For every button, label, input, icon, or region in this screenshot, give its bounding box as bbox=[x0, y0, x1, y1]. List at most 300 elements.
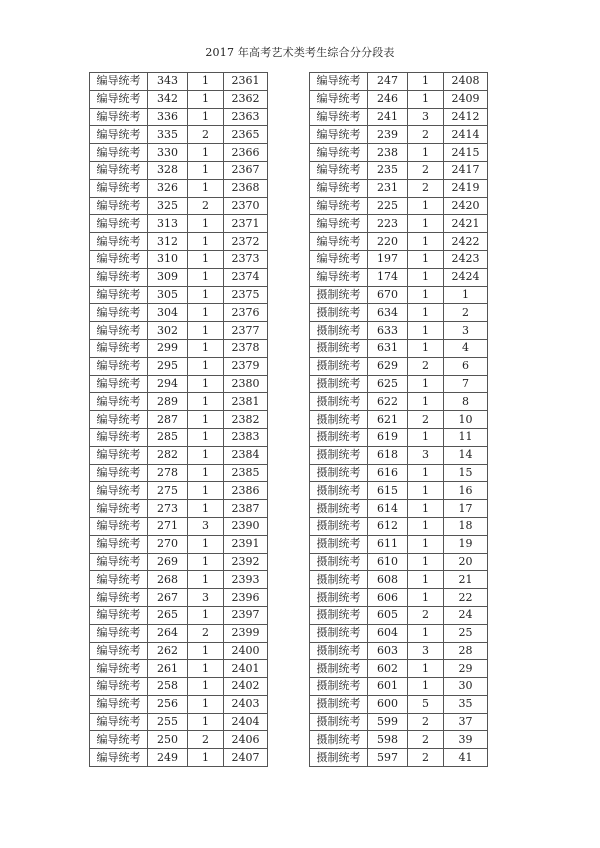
score-cell: 598 bbox=[368, 731, 408, 749]
category-cell: 摄制统考 bbox=[310, 606, 368, 624]
category-cell: 编导统考 bbox=[90, 108, 148, 126]
score-cell: 269 bbox=[148, 553, 188, 571]
count-cell: 3 bbox=[408, 642, 444, 660]
count-cell: 1 bbox=[188, 144, 224, 162]
category-cell: 编导统考 bbox=[90, 482, 148, 500]
category-cell: 编导统考 bbox=[310, 197, 368, 215]
count-cell: 1 bbox=[188, 375, 224, 393]
cumulative-cell: 41 bbox=[444, 749, 488, 767]
cumulative-cell: 2396 bbox=[224, 589, 268, 607]
count-cell: 1 bbox=[408, 517, 444, 535]
cumulative-cell: 2400 bbox=[224, 642, 268, 660]
score-cell: 302 bbox=[148, 322, 188, 340]
score-cell: 599 bbox=[368, 713, 408, 731]
score-cell: 325 bbox=[148, 197, 188, 215]
cumulative-cell: 18 bbox=[444, 517, 488, 535]
table-row bbox=[310, 90, 488, 108]
count-cell: 1 bbox=[408, 339, 444, 357]
category-cell: 摄制统考 bbox=[310, 642, 368, 660]
category-cell: 摄制统考 bbox=[310, 517, 368, 535]
score-cell: 326 bbox=[148, 179, 188, 197]
count-cell: 1 bbox=[408, 215, 444, 233]
table-row bbox=[310, 446, 488, 464]
cumulative-cell: 2406 bbox=[224, 731, 268, 749]
table-row bbox=[90, 215, 268, 233]
cumulative-cell: 2361 bbox=[224, 73, 268, 91]
category-cell: 摄制统考 bbox=[310, 357, 368, 375]
category-cell: 编导统考 bbox=[90, 90, 148, 108]
count-cell: 2 bbox=[188, 624, 224, 642]
cumulative-cell: 2382 bbox=[224, 411, 268, 429]
table-row bbox=[310, 624, 488, 642]
category-cell: 编导统考 bbox=[310, 161, 368, 179]
category-cell: 摄制统考 bbox=[310, 375, 368, 393]
score-cell: 342 bbox=[148, 90, 188, 108]
cumulative-cell: 2378 bbox=[224, 339, 268, 357]
table-row bbox=[90, 464, 268, 482]
cumulative-cell: 2374 bbox=[224, 268, 268, 286]
count-cell: 2 bbox=[408, 749, 444, 767]
category-cell: 摄制统考 bbox=[310, 482, 368, 500]
cumulative-cell: 6 bbox=[444, 357, 488, 375]
score-cell: 294 bbox=[148, 375, 188, 393]
score-cell: 622 bbox=[368, 393, 408, 411]
count-cell: 2 bbox=[408, 161, 444, 179]
cumulative-cell: 17 bbox=[444, 500, 488, 518]
cumulative-cell: 21 bbox=[444, 571, 488, 589]
score-cell: 605 bbox=[368, 606, 408, 624]
score-cell: 604 bbox=[368, 624, 408, 642]
table-row bbox=[310, 464, 488, 482]
table-row bbox=[310, 731, 488, 749]
table-row bbox=[310, 500, 488, 518]
table-row bbox=[90, 268, 268, 286]
category-cell: 编导统考 bbox=[310, 233, 368, 251]
cumulative-cell: 2383 bbox=[224, 428, 268, 446]
count-cell: 1 bbox=[188, 179, 224, 197]
table-row bbox=[310, 161, 488, 179]
cumulative-cell: 15 bbox=[444, 464, 488, 482]
category-cell: 编导统考 bbox=[90, 322, 148, 340]
count-cell: 1 bbox=[188, 428, 224, 446]
count-cell: 1 bbox=[188, 411, 224, 429]
count-cell: 1 bbox=[188, 286, 224, 304]
cumulative-cell: 2404 bbox=[224, 713, 268, 731]
count-cell: 1 bbox=[408, 144, 444, 162]
category-cell: 摄制统考 bbox=[310, 624, 368, 642]
score-cell: 618 bbox=[368, 446, 408, 464]
table-row bbox=[90, 589, 268, 607]
score-cell: 261 bbox=[148, 660, 188, 678]
table-row bbox=[90, 286, 268, 304]
category-cell: 摄制统考 bbox=[310, 571, 368, 589]
count-cell: 1 bbox=[188, 571, 224, 589]
category-cell: 编导统考 bbox=[90, 571, 148, 589]
table-row bbox=[310, 144, 488, 162]
cumulative-cell: 2385 bbox=[224, 464, 268, 482]
table-row bbox=[90, 144, 268, 162]
score-cell: 246 bbox=[368, 90, 408, 108]
score-cell: 273 bbox=[148, 500, 188, 518]
cumulative-cell: 2397 bbox=[224, 606, 268, 624]
cumulative-cell: 28 bbox=[444, 642, 488, 660]
cumulative-cell: 2386 bbox=[224, 482, 268, 500]
category-cell: 编导统考 bbox=[90, 286, 148, 304]
count-cell: 1 bbox=[408, 500, 444, 518]
cumulative-cell: 2 bbox=[444, 304, 488, 322]
count-cell: 1 bbox=[188, 642, 224, 660]
table-row bbox=[310, 589, 488, 607]
cumulative-cell: 35 bbox=[444, 695, 488, 713]
category-cell: 编导统考 bbox=[90, 411, 148, 429]
table-row bbox=[90, 571, 268, 589]
count-cell: 2 bbox=[408, 179, 444, 197]
category-cell: 编导统考 bbox=[90, 642, 148, 660]
cumulative-cell: 2362 bbox=[224, 90, 268, 108]
cumulative-cell: 2422 bbox=[444, 233, 488, 251]
count-cell: 1 bbox=[188, 749, 224, 767]
table-row bbox=[310, 73, 488, 91]
category-cell: 编导统考 bbox=[90, 624, 148, 642]
count-cell: 1 bbox=[408, 197, 444, 215]
cumulative-cell: 1 bbox=[444, 286, 488, 304]
category-cell: 编导统考 bbox=[90, 713, 148, 731]
cumulative-cell: 2377 bbox=[224, 322, 268, 340]
table-row bbox=[310, 571, 488, 589]
category-cell: 编导统考 bbox=[310, 108, 368, 126]
category-cell: 编导统考 bbox=[90, 375, 148, 393]
count-cell: 1 bbox=[408, 428, 444, 446]
category-cell: 编导统考 bbox=[90, 339, 148, 357]
count-cell: 1 bbox=[408, 589, 444, 607]
cumulative-cell: 22 bbox=[444, 589, 488, 607]
category-cell: 摄制统考 bbox=[310, 446, 368, 464]
category-cell: 编导统考 bbox=[90, 464, 148, 482]
score-cell: 275 bbox=[148, 482, 188, 500]
count-cell: 1 bbox=[408, 73, 444, 91]
cumulative-cell: 2393 bbox=[224, 571, 268, 589]
count-cell: 1 bbox=[188, 678, 224, 696]
score-cell: 270 bbox=[148, 535, 188, 553]
category-cell: 摄制统考 bbox=[310, 535, 368, 553]
table-row bbox=[310, 215, 488, 233]
count-cell: 3 bbox=[188, 517, 224, 535]
table-row bbox=[310, 233, 488, 251]
count-cell: 1 bbox=[408, 268, 444, 286]
count-cell: 1 bbox=[408, 624, 444, 642]
table-row bbox=[90, 393, 268, 411]
category-cell: 摄制统考 bbox=[310, 500, 368, 518]
score-cell: 241 bbox=[368, 108, 408, 126]
category-cell: 摄制统考 bbox=[310, 411, 368, 429]
count-cell: 1 bbox=[188, 233, 224, 251]
score-cell: 249 bbox=[148, 749, 188, 767]
category-cell: 编导统考 bbox=[90, 144, 148, 162]
cumulative-cell: 20 bbox=[444, 553, 488, 571]
table-row bbox=[310, 553, 488, 571]
score-cell: 267 bbox=[148, 589, 188, 607]
count-cell: 1 bbox=[408, 571, 444, 589]
score-cell: 285 bbox=[148, 428, 188, 446]
category-cell: 摄制统考 bbox=[310, 304, 368, 322]
score-cell: 633 bbox=[368, 322, 408, 340]
count-cell: 1 bbox=[188, 161, 224, 179]
table-row bbox=[90, 517, 268, 535]
score-cell: 310 bbox=[148, 250, 188, 268]
count-cell: 1 bbox=[188, 73, 224, 91]
count-cell: 1 bbox=[408, 660, 444, 678]
table-row bbox=[90, 179, 268, 197]
category-cell: 编导统考 bbox=[90, 357, 148, 375]
category-cell: 编导统考 bbox=[90, 393, 148, 411]
score-cell: 258 bbox=[148, 678, 188, 696]
score-cell: 603 bbox=[368, 642, 408, 660]
table-row bbox=[90, 233, 268, 251]
table-row bbox=[310, 375, 488, 393]
category-cell: 编导统考 bbox=[310, 250, 368, 268]
category-cell: 编导统考 bbox=[90, 304, 148, 322]
score-cell: 295 bbox=[148, 357, 188, 375]
cumulative-cell: 2380 bbox=[224, 375, 268, 393]
score-cell: 328 bbox=[148, 161, 188, 179]
cumulative-cell: 2401 bbox=[224, 660, 268, 678]
score-cell: 255 bbox=[148, 713, 188, 731]
score-cell: 235 bbox=[368, 161, 408, 179]
cumulative-cell: 2409 bbox=[444, 90, 488, 108]
table-row bbox=[90, 108, 268, 126]
count-cell: 1 bbox=[188, 535, 224, 553]
category-cell: 编导统考 bbox=[90, 606, 148, 624]
score-cell: 278 bbox=[148, 464, 188, 482]
score-cell: 330 bbox=[148, 144, 188, 162]
count-cell: 1 bbox=[408, 393, 444, 411]
category-cell: 编导统考 bbox=[90, 268, 148, 286]
category-cell: 摄制统考 bbox=[310, 678, 368, 696]
table-row bbox=[310, 428, 488, 446]
score-cell: 621 bbox=[368, 411, 408, 429]
table-row bbox=[90, 250, 268, 268]
score-cell: 312 bbox=[148, 233, 188, 251]
score-cell: 608 bbox=[368, 571, 408, 589]
count-cell: 1 bbox=[188, 357, 224, 375]
page-title: 2017 年高考艺术类考生综合分分段表 bbox=[205, 46, 395, 59]
table-row bbox=[90, 642, 268, 660]
category-cell: 编导统考 bbox=[90, 250, 148, 268]
cumulative-cell: 2373 bbox=[224, 250, 268, 268]
count-cell: 2 bbox=[188, 126, 224, 144]
cumulative-cell: 2424 bbox=[444, 268, 488, 286]
category-cell: 编导统考 bbox=[90, 197, 148, 215]
cumulative-cell: 2420 bbox=[444, 197, 488, 215]
count-cell: 2 bbox=[408, 731, 444, 749]
count-cell: 1 bbox=[188, 108, 224, 126]
table-row bbox=[90, 428, 268, 446]
category-cell: 编导统考 bbox=[310, 215, 368, 233]
category-cell: 摄制统考 bbox=[310, 286, 368, 304]
category-cell: 编导统考 bbox=[90, 446, 148, 464]
category-cell: 编导统考 bbox=[310, 73, 368, 91]
score-cell: 616 bbox=[368, 464, 408, 482]
count-cell: 1 bbox=[408, 233, 444, 251]
cumulative-cell: 11 bbox=[444, 428, 488, 446]
count-cell: 1 bbox=[188, 90, 224, 108]
table-row bbox=[90, 339, 268, 357]
count-cell: 1 bbox=[408, 553, 444, 571]
table-row bbox=[310, 286, 488, 304]
score-cell: 670 bbox=[368, 286, 408, 304]
count-cell: 2 bbox=[408, 606, 444, 624]
cumulative-cell: 10 bbox=[444, 411, 488, 429]
count-cell: 1 bbox=[188, 322, 224, 340]
score-cell: 612 bbox=[368, 517, 408, 535]
score-cell: 225 bbox=[368, 197, 408, 215]
score-cell: 256 bbox=[148, 695, 188, 713]
cumulative-cell: 2375 bbox=[224, 286, 268, 304]
count-cell: 1 bbox=[188, 215, 224, 233]
score-cell: 602 bbox=[368, 660, 408, 678]
count-cell: 1 bbox=[188, 482, 224, 500]
table-row bbox=[90, 411, 268, 429]
category-cell: 编导统考 bbox=[90, 126, 148, 144]
cumulative-cell: 16 bbox=[444, 482, 488, 500]
category-cell: 摄制统考 bbox=[310, 660, 368, 678]
count-cell: 2 bbox=[408, 411, 444, 429]
category-cell: 摄制统考 bbox=[310, 553, 368, 571]
table-row bbox=[310, 126, 488, 144]
cumulative-cell: 2365 bbox=[224, 126, 268, 144]
count-cell: 1 bbox=[408, 250, 444, 268]
table-row bbox=[310, 108, 488, 126]
category-cell: 编导统考 bbox=[90, 73, 148, 91]
table-row bbox=[310, 695, 488, 713]
score-cell: 610 bbox=[368, 553, 408, 571]
cumulative-cell: 2412 bbox=[444, 108, 488, 126]
count-cell: 2 bbox=[188, 731, 224, 749]
cumulative-cell: 25 bbox=[444, 624, 488, 642]
table-row bbox=[310, 678, 488, 696]
score-cell: 313 bbox=[148, 215, 188, 233]
score-cell: 282 bbox=[148, 446, 188, 464]
cumulative-cell: 2381 bbox=[224, 393, 268, 411]
category-cell: 编导统考 bbox=[90, 589, 148, 607]
table-row bbox=[310, 517, 488, 535]
score-cell: 305 bbox=[148, 286, 188, 304]
table-row bbox=[310, 322, 488, 340]
count-cell: 1 bbox=[188, 339, 224, 357]
category-cell: 编导统考 bbox=[90, 500, 148, 518]
cumulative-cell: 2363 bbox=[224, 108, 268, 126]
score-cell: 619 bbox=[368, 428, 408, 446]
category-cell: 编导统考 bbox=[310, 268, 368, 286]
count-cell: 1 bbox=[188, 660, 224, 678]
category-cell: 编导统考 bbox=[90, 535, 148, 553]
cumulative-cell: 2408 bbox=[444, 73, 488, 91]
table-row bbox=[90, 660, 268, 678]
cumulative-cell: 2372 bbox=[224, 233, 268, 251]
table-row bbox=[90, 713, 268, 731]
score-cell: 264 bbox=[148, 624, 188, 642]
score-cell: 289 bbox=[148, 393, 188, 411]
table-row bbox=[310, 642, 488, 660]
table-row bbox=[310, 339, 488, 357]
category-cell: 摄制统考 bbox=[310, 713, 368, 731]
table-row bbox=[310, 749, 488, 767]
table-row bbox=[90, 90, 268, 108]
count-cell: 1 bbox=[188, 606, 224, 624]
cumulative-cell: 2402 bbox=[224, 678, 268, 696]
score-cell: 223 bbox=[368, 215, 408, 233]
table-row bbox=[90, 375, 268, 393]
count-cell: 1 bbox=[408, 322, 444, 340]
count-cell: 2 bbox=[188, 197, 224, 215]
table-row bbox=[90, 678, 268, 696]
count-cell: 5 bbox=[408, 695, 444, 713]
table-row bbox=[310, 179, 488, 197]
table-row bbox=[90, 304, 268, 322]
table-row bbox=[90, 197, 268, 215]
cumulative-cell: 2421 bbox=[444, 215, 488, 233]
cumulative-cell: 24 bbox=[444, 606, 488, 624]
count-cell: 1 bbox=[188, 695, 224, 713]
cumulative-cell: 2407 bbox=[224, 749, 268, 767]
cumulative-cell: 2371 bbox=[224, 215, 268, 233]
cumulative-cell: 2368 bbox=[224, 179, 268, 197]
score-cell: 299 bbox=[148, 339, 188, 357]
score-cell: 262 bbox=[148, 642, 188, 660]
score-cell: 271 bbox=[148, 517, 188, 535]
score-cell: 611 bbox=[368, 535, 408, 553]
category-cell: 编导统考 bbox=[90, 517, 148, 535]
category-cell: 编导统考 bbox=[90, 179, 148, 197]
category-cell: 编导统考 bbox=[90, 161, 148, 179]
cumulative-cell: 3 bbox=[444, 322, 488, 340]
table-row bbox=[90, 73, 268, 91]
category-cell: 编导统考 bbox=[310, 90, 368, 108]
category-cell: 摄制统考 bbox=[310, 749, 368, 767]
count-cell: 1 bbox=[188, 393, 224, 411]
count-cell: 1 bbox=[408, 375, 444, 393]
score-cell: 239 bbox=[368, 126, 408, 144]
score-cell: 606 bbox=[368, 589, 408, 607]
count-cell: 1 bbox=[408, 678, 444, 696]
table-row bbox=[90, 126, 268, 144]
cumulative-cell: 19 bbox=[444, 535, 488, 553]
cumulative-cell: 30 bbox=[444, 678, 488, 696]
count-cell: 1 bbox=[188, 250, 224, 268]
cumulative-cell: 2384 bbox=[224, 446, 268, 464]
count-cell: 2 bbox=[408, 357, 444, 375]
count-cell: 1 bbox=[188, 500, 224, 518]
score-cell: 247 bbox=[368, 73, 408, 91]
score-cell: 343 bbox=[148, 73, 188, 91]
count-cell: 1 bbox=[408, 482, 444, 500]
cumulative-cell: 2376 bbox=[224, 304, 268, 322]
cumulative-cell: 2392 bbox=[224, 553, 268, 571]
table-row bbox=[310, 357, 488, 375]
count-cell: 3 bbox=[408, 446, 444, 464]
score-cell: 335 bbox=[148, 126, 188, 144]
table-row bbox=[310, 268, 488, 286]
score-cell: 629 bbox=[368, 357, 408, 375]
category-cell: 摄制统考 bbox=[310, 428, 368, 446]
category-cell: 摄制统考 bbox=[310, 339, 368, 357]
count-cell: 2 bbox=[408, 126, 444, 144]
score-cell: 336 bbox=[148, 108, 188, 126]
cumulative-cell: 2370 bbox=[224, 197, 268, 215]
score-cell: 614 bbox=[368, 500, 408, 518]
count-cell: 3 bbox=[188, 589, 224, 607]
count-cell: 1 bbox=[408, 535, 444, 553]
